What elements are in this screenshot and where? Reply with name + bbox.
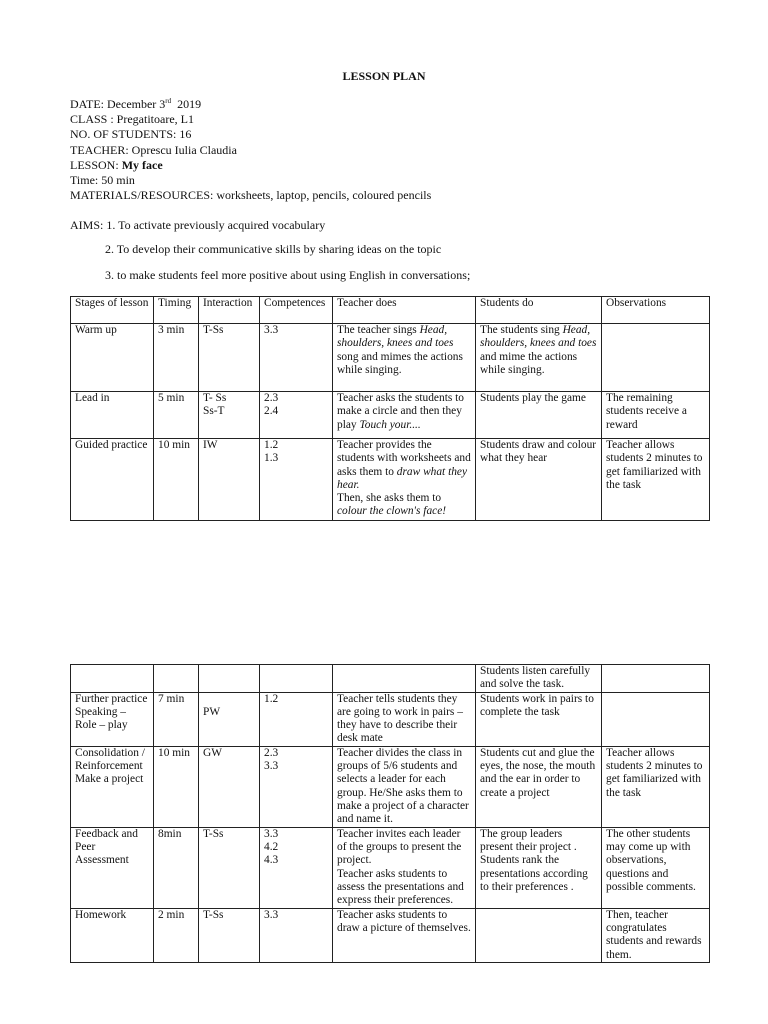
teacher-text: Then, she asks them to (337, 492, 442, 505)
interaction-cell: T-Ss (199, 827, 260, 908)
observations-cell: Teacher allows students 2 minutes to get familiarized with the task (602, 439, 710, 521)
interaction-cell: GW (199, 746, 260, 827)
observations-cell: Teacher allows students 2 minutes to get familiarized with the task (602, 746, 710, 827)
interaction-cell (199, 392, 260, 439)
aim-3: 3. to make students feel more positive about using English in conversations; (105, 268, 471, 282)
lesson-label: LESSON: (70, 157, 119, 172)
stage-cell: Homework (71, 908, 154, 962)
timing-cell: 10 min (154, 439, 199, 521)
stage-value: Reinforcement (75, 760, 143, 773)
teacher-emphasis: draw what they hear. (337, 465, 468, 491)
students-cell (476, 324, 602, 392)
students-cell: Students work in pairs to complete the task (476, 692, 602, 746)
date-sup: rd (165, 97, 172, 105)
interaction-value: PW (203, 705, 221, 718)
date-year: 2019 (177, 97, 202, 111)
observations-cell: Then, teacher congratulates students and rewards them. (602, 908, 710, 962)
observations-cell: The other students may come up with observations, questions and possible comments. (602, 827, 710, 908)
header-timing: Timing (154, 297, 199, 324)
lesson-info (70, 94, 431, 203)
table-row (71, 746, 710, 827)
lesson-table-1 (70, 296, 710, 521)
header-students-do: Students do (476, 297, 602, 324)
teacher-text: Teacher asks students to assess the presentations and express their preferences. (337, 867, 464, 907)
observations-cell (602, 324, 710, 392)
observations-cell (602, 665, 710, 693)
competence-cell (260, 439, 333, 521)
students-cell: The group leaders present their project . Students rank the presentations according to their preferences . (476, 827, 602, 908)
students-text: and mime the actions while singing. (480, 350, 578, 376)
competence-cell (260, 392, 333, 439)
table-row (71, 827, 710, 908)
header-competences: Competences (260, 297, 333, 324)
students-cell: Students listen carefully and solve the task. (476, 665, 602, 693)
game-title: Touch your.... (359, 418, 421, 431)
stage-cell: Feedback and Peer Assessment (71, 827, 154, 908)
lesson-table-2 (70, 664, 710, 963)
teacher-cell: Teacher divides the class in groups of 5/6 students and selects a leader for each group. He/She asks them to make a project of a character and name it. (333, 746, 476, 827)
teacher-cell: Teacher tells students they are going to work in pairs – they have to describe their desk mate (333, 692, 476, 746)
date-label: DATE: December 3 (70, 97, 166, 111)
teacher-text: Teacher invites each leader of the groups to present the project. (337, 827, 462, 867)
stage-cell (71, 665, 154, 693)
stage-cell: Warm up (71, 324, 154, 392)
song-title: Head, shoulders, knees and toes (480, 324, 597, 350)
competence-value: 1.3 (264, 452, 279, 465)
teacher-line: TEACHER: Oprescu Iulia Claudia (70, 142, 237, 157)
teacher-cell: Teacher asks students to draw a picture of themselves. (333, 908, 476, 962)
students-line: NO. OF STUDENTS: 16 (70, 127, 192, 142)
table-row (71, 439, 710, 521)
competence-value: 1.2 (264, 439, 279, 451)
competence-cell (260, 827, 333, 908)
competence-value: 2.4 (264, 405, 279, 418)
interaction-cell: IW (199, 439, 260, 521)
timing-cell: 3 min (154, 324, 199, 392)
teacher-cell (333, 439, 476, 521)
competence-value: 3.3 (264, 760, 279, 773)
stage-value: Make a project (75, 773, 144, 786)
teacher-text: Teacher asks the students to make a circle and then they play (337, 392, 464, 431)
competence-cell (260, 665, 333, 693)
timing-cell: 8min (154, 827, 199, 908)
interaction-value: T- Ss (203, 392, 227, 404)
students-cell: Students draw and colour what they hear (476, 439, 602, 521)
header-observations: Observations (602, 297, 710, 324)
teacher-cell (333, 324, 476, 392)
timing-cell: 5 min (154, 392, 199, 439)
lesson-line (70, 158, 431, 173)
stage-cell: Further practice Speaking – Role – play (71, 692, 154, 746)
class-line: CLASS : Pregatitoare, L1 (70, 112, 194, 127)
stage-cell: Lead in (71, 392, 154, 439)
teacher-text: Teacher provides the students with worksheets and asks them to (337, 439, 471, 478)
teacher-text: The teacher sings (337, 324, 420, 336)
header-interaction: Interaction (199, 297, 260, 324)
competence-cell: 3.3 (260, 908, 333, 962)
observations-cell: The remaining students receive a reward (602, 392, 710, 439)
timing-cell: 10 min (154, 746, 199, 827)
teacher-text: song and mimes the actions while singing. (337, 350, 463, 376)
competence-value: 3.3 (264, 827, 279, 840)
page-title: LESSON PLAN (342, 69, 426, 83)
materials-line: MATERIALS/RESOURCES: worksheets, laptop, pencils, coloured pencils (70, 188, 432, 203)
competence-cell: 1.2 (260, 692, 333, 746)
interaction-cell (199, 692, 260, 746)
timing-cell: 7 min (154, 692, 199, 746)
header-stages: Stages of lesson (71, 297, 154, 324)
table-row (71, 324, 710, 392)
header-teacher-does: Teacher does (333, 297, 476, 324)
teacher-emphasis: colour the clown's face! (337, 505, 447, 518)
date-line (70, 94, 431, 112)
students-text: The students sing (480, 324, 563, 336)
stage-value: Consolidation / (75, 746, 145, 759)
students-cell (476, 908, 602, 962)
table-row (71, 392, 710, 439)
song-title: Head, shoulders, knees and toes (337, 324, 454, 350)
competence-cell: 3.3 (260, 324, 333, 392)
competence-value: 4.3 (264, 854, 279, 867)
observations-cell (602, 692, 710, 746)
table-row (71, 908, 710, 962)
teacher-cell (333, 827, 476, 908)
teacher-cell (333, 392, 476, 439)
interaction-cell (199, 665, 260, 693)
lesson-value: My face (121, 157, 163, 172)
table-row (71, 665, 710, 693)
table-row (71, 692, 710, 746)
interaction-cell: T-Ss (199, 908, 260, 962)
students-cell: Students cut and glue the eyes, the nose, the mouth and the ear in order to create a project (476, 746, 602, 827)
competence-cell (260, 746, 333, 827)
time-line: Time: 50 min (70, 173, 135, 188)
aim-2: 2. To develop their communicative skills by sharing ideas on the topic (105, 242, 442, 256)
timing-cell (154, 665, 199, 693)
table-header-row (71, 297, 710, 324)
teacher-cell (333, 665, 476, 693)
stage-cell: Guided practice (71, 439, 154, 521)
competence-value: 4.2 (264, 841, 279, 854)
timing-cell: 2 min (154, 908, 199, 962)
competence-value: 2.3 (264, 392, 279, 404)
interaction-cell: T-Ss (199, 324, 260, 392)
interaction-value: Ss-T (203, 405, 225, 418)
aim-1: AIMS: 1. To activate previously acquired vocabulary (70, 218, 326, 232)
students-cell: Students play the game (476, 392, 602, 439)
competence-value: 2.3 (264, 746, 279, 759)
stage-cell (71, 746, 154, 827)
